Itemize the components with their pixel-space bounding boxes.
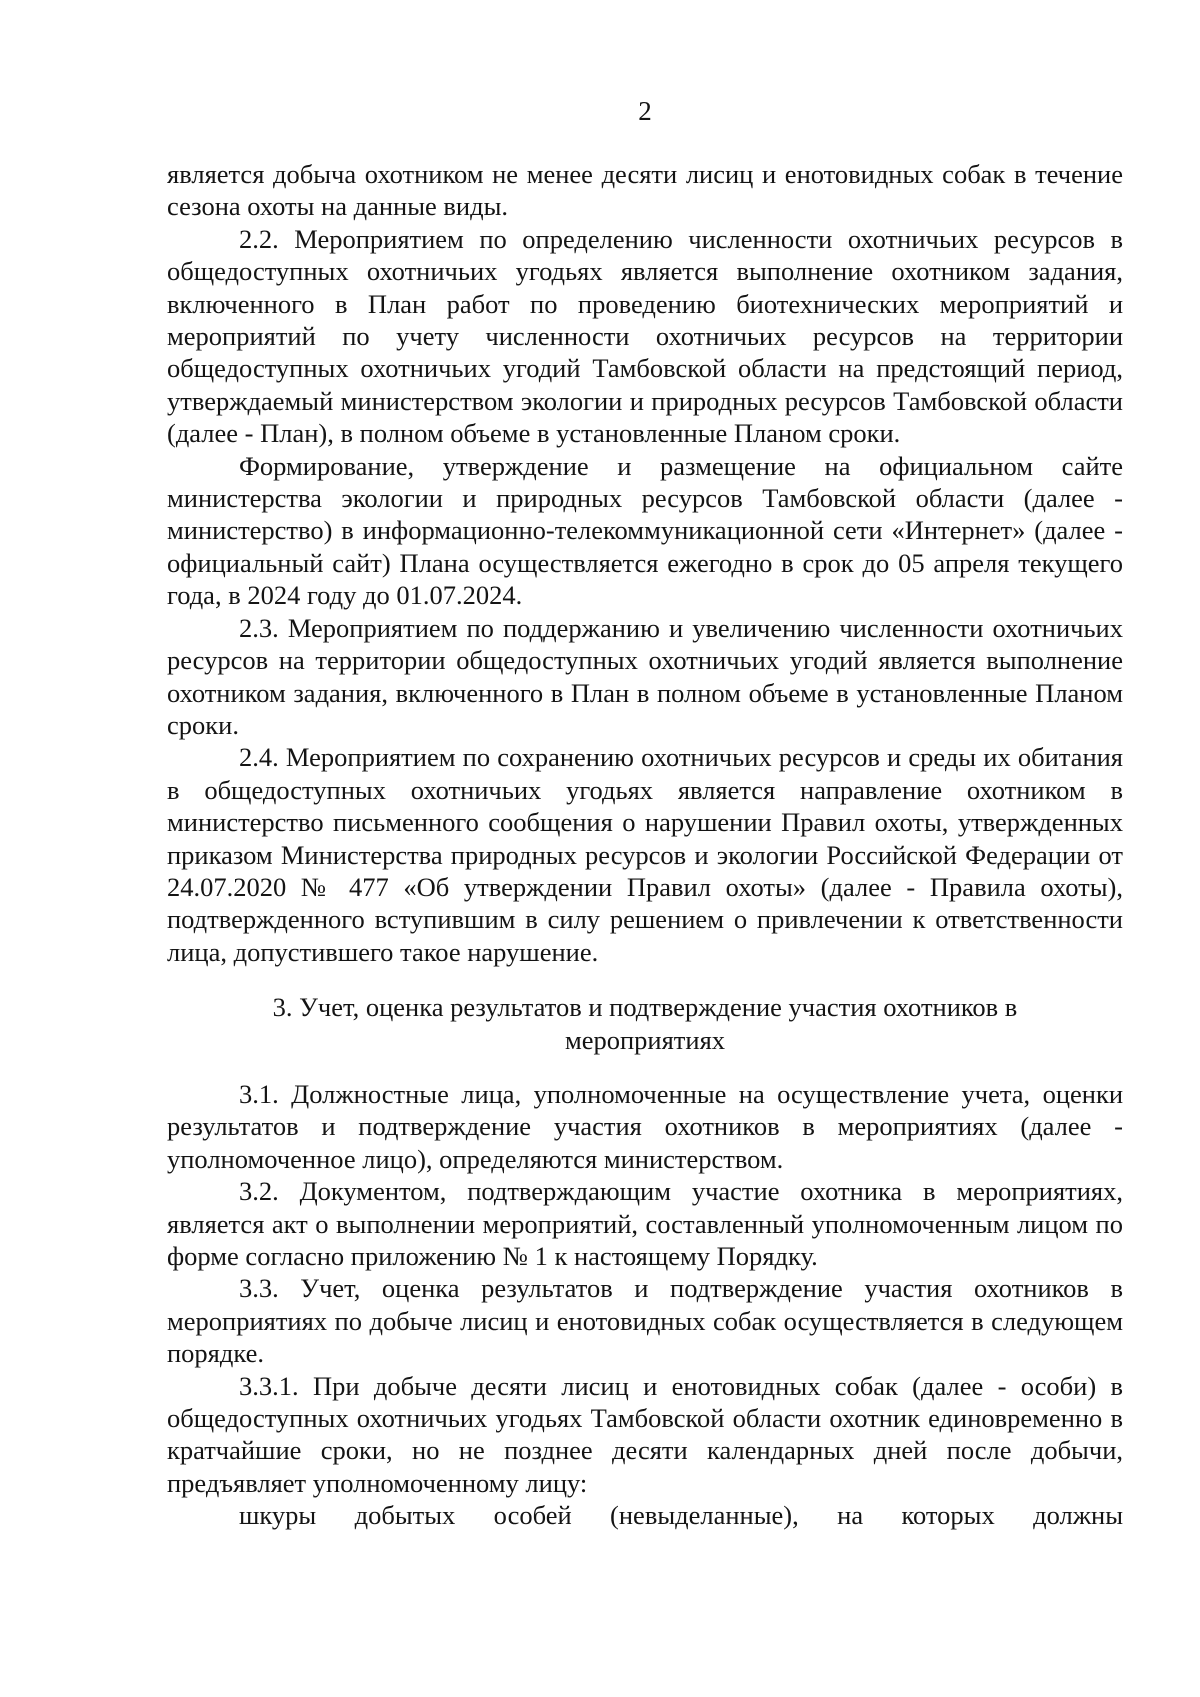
section-heading-line-2: мероприятиях <box>564 1024 726 1055</box>
paragraph-2-4: 2.4. Мероприятием по сохранению охотничьих ресурсов и среды их обитания в общедоступных охотничьих угодьях является направление охотником в министерство письменного сообщения о нарушении Правил охоты, утвержденных приказом Министерства природных ресурсов и экологии Российской Федерации от 24.07.2020 № 477 «Об утверждении Правил охоты» (далее - Правила охоты), подтвержденного вступившим в силу решением о привлечении к ответственности лица, допустившего такое нарушение. <box>167 742 1123 967</box>
paragraph-skins: шкуры добытых особей (невыделанные), на которых должны <box>239 1500 1123 1531</box>
paragraph-3-2: 3.2. Документом, подтверждающим участие охотника в мероприятиях, является акт о выполнении мероприятий, составленный уполномоченным лицом по форме согласно приложению № 1 к настоящему Порядку. <box>167 1176 1123 1271</box>
paragraph-3-3-1: 3.3.1. При добыче десяти лисиц и енотовидных собак (далее - особи) в общедоступных охотничьих угодьях Тамбовской области охотник единовременно в кратчайшие сроки, но не позднее десяти календарных дней после добычи, предъявляет уполномоченному лицу: <box>167 1370 1123 1498</box>
paragraph-2-2: 2.2. Мероприятием по определению численности охотничьих ресурсов в общедоступных охотничьих угодьях является выполнение охотником задания, включенного в План работ по проведению биотехнических мероприятий и мероприятий по учету численности охотничьих ресурсов на территории общедоступных охотничьих угодий Тамбовской области на предстоящий период, утверждаемый министерством экологии и природных ресурсов Тамбовской области (далее - План), в полном объеме в установленные Планом сроки. <box>167 223 1123 449</box>
paragraph-3-3: 3.3. Учет, оценка результатов и подтверждение участия охотников в мероприятиях по добыче лисиц и енотовидных собак осуществляется в следующем порядке. <box>167 1273 1123 1369</box>
paragraph-3-1: 3.1. Должностные лица, уполномоченные на осуществление учета, оценки результатов и подтверждение участия охотников в мероприятиях (далее - уполномоченное лицо), определяются министерством. <box>167 1078 1123 1174</box>
paragraphs-bottom <box>167 1078 1123 1532</box>
page-number: 2 <box>638 96 652 126</box>
paragraph-2-3: 2.3. Мероприятием по поддержанию и увеличению численности охотничьих ресурсов на территории общедоступных охотничьих угодий является выполнение охотником задания, включенного в План в полном объеме в установленные Планом сроки. <box>167 612 1123 740</box>
paragraphs-top <box>167 158 1123 968</box>
section-heading-line-1: 3. Учет, оценка результатов и подтверждение участия охотников в <box>272 992 1018 1023</box>
document-page <box>167 96 1123 1532</box>
section-heading <box>167 991 1123 1056</box>
paragraph-plan-formation: Формирование, утверждение и размещение на официальном сайте министерства экологии и природных ресурсов Тамбовской области (далее - министерство) в информационно-телекоммуникационной сети «Интернет» (далее - официальный сайт) Плана осуществляется ежегодно в срок до 05 апреля текущего года, в 2024 году до 01.07.2024. <box>167 450 1123 611</box>
paragraph-continuation: является добыча охотником не менее десяти лисиц и енотовидных собак в течение сезона охоты на данные виды. <box>167 159 1123 222</box>
